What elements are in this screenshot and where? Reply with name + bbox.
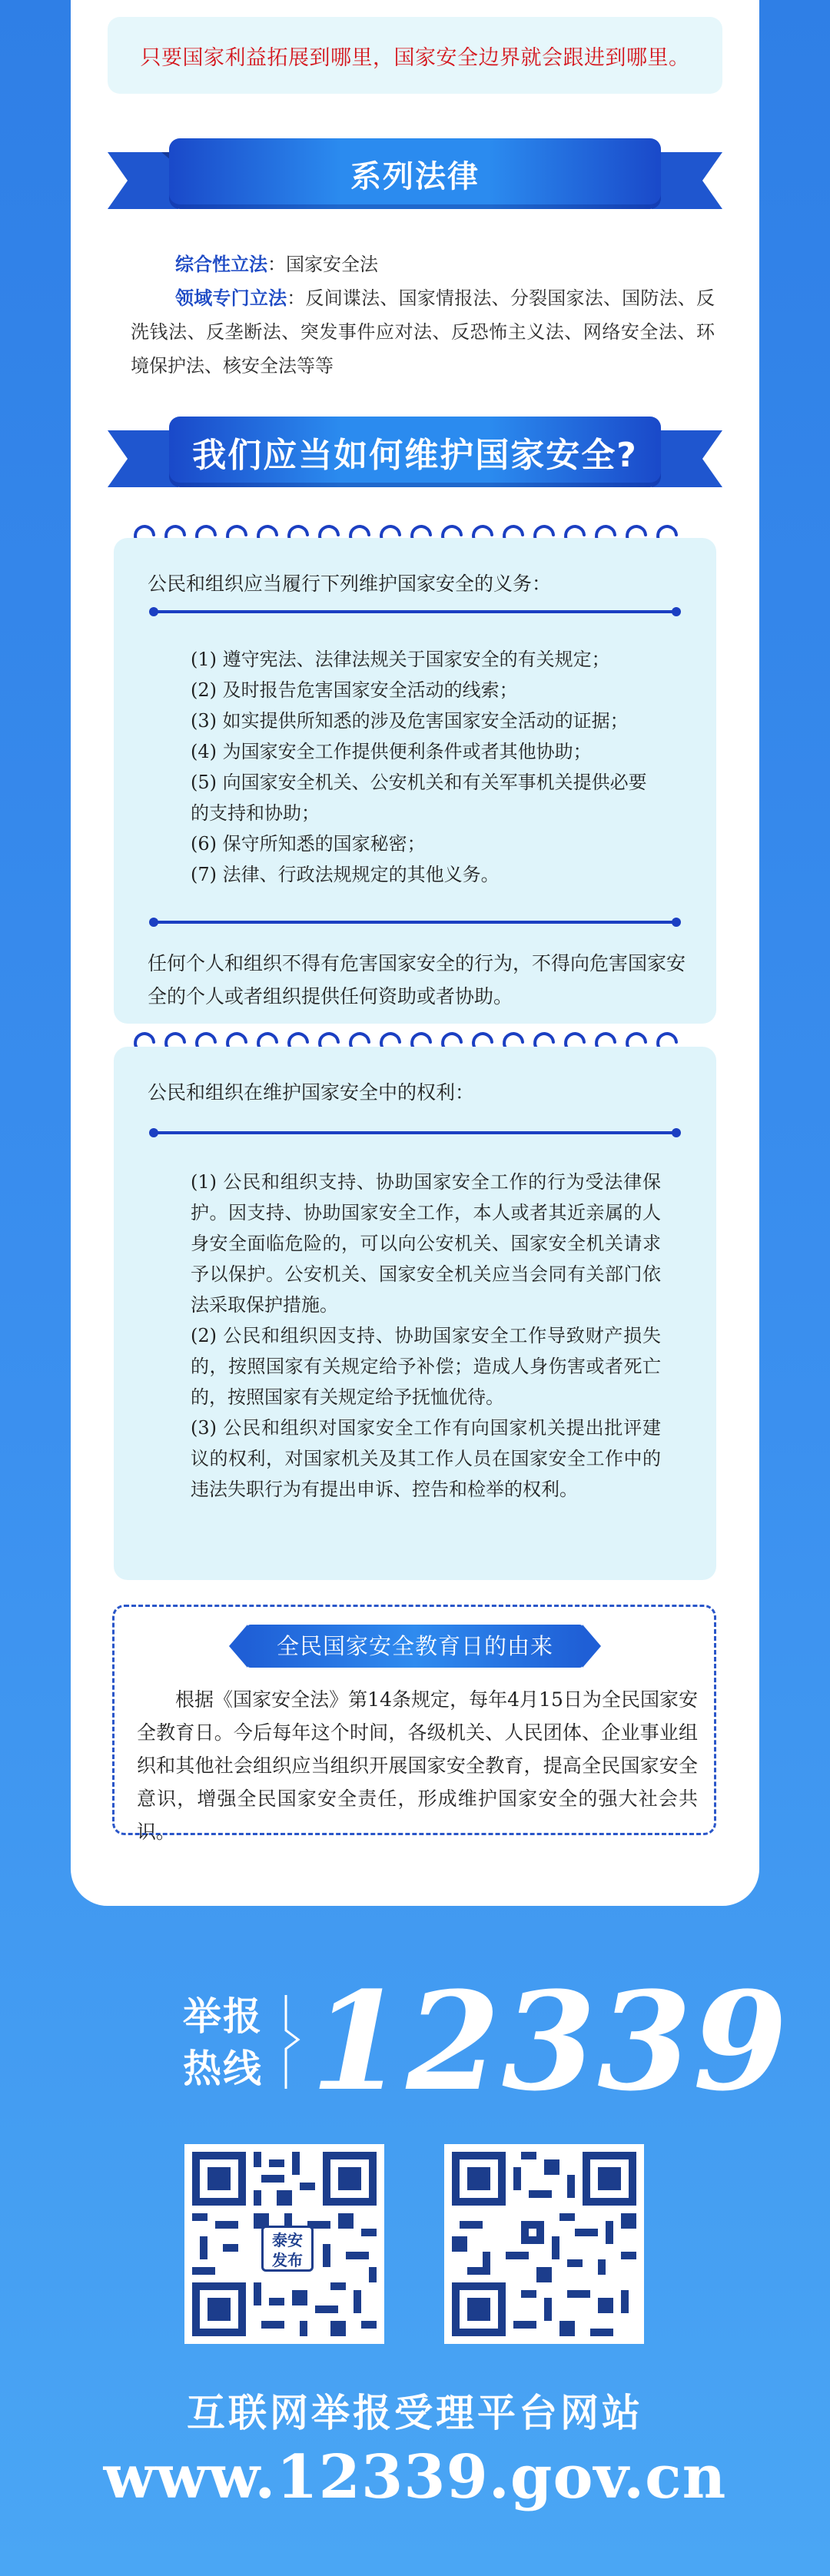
list-item: (7) 法律、行政法规规定的其他义务。: [191, 864, 500, 885]
origin-text: 根据《国家安全法》第14条规定，每年4月15日为全民国家安全教育日。今后每年这个时间，各级机关、人民团体、企业事业组织和其他社会组织应当组织开展国家安全教育，提高全民国家安全意识，增强全民国家安全责任，形成维护国家安全的强大社会共识。: [137, 1688, 698, 1843]
divider: [154, 1131, 676, 1134]
section-title-how: 我们应当如何维护国家安全?: [169, 417, 661, 487]
hotline-number[interactable]: 12339: [310, 1962, 789, 2121]
list-item: (1) 遵守宪法、法律法规关于国家安全的有关规定；: [191, 649, 610, 670]
list-item: (4) 为国家安全工作提供便利条件或者其他协助；: [191, 741, 592, 762]
laws-text: [131, 247, 715, 383]
comprehensive-label: 综合性立法: [175, 253, 267, 275]
list-item: (5) 向国家安全机关、公安机关和有关军事机关提供必要的支持和协助；: [191, 772, 647, 824]
bracket-icon: [281, 1992, 304, 2092]
platform-title: 互联网举报受理平台网站: [187, 2391, 643, 2435]
rights-heading: 公民和组织在维护国家安全中的权利：: [148, 1081, 475, 1104]
qr-code-icon: [444, 2144, 644, 2344]
list-item: (2) 及时报告危害国家安全活动的线索；: [191, 679, 518, 701]
duties-box: [114, 538, 716, 1024]
comprehensive-text: ：国家安全法: [267, 254, 378, 275]
origin-title: [203, 1625, 627, 1668]
hotline: [183, 1962, 789, 2121]
divider: [154, 921, 676, 924]
ribbon-tail-right: [652, 430, 722, 487]
list-item: (2) 公民和组织因支持、协助国家安全工作导致财产损失的，按照国家有关规定给予补偿；造成人身伤害或者死亡的，按照国家有关规定给予抚恤优待。: [191, 1325, 661, 1408]
list-item: (6) 保守所知悉的国家秘密；: [191, 833, 426, 855]
section-title-laws: 系列法律: [169, 138, 661, 209]
rights-box: [114, 1047, 716, 1580]
origin-title-text: 全民国家安全教育日的由来: [246, 1625, 584, 1668]
ribbon-tail-left: [108, 430, 178, 487]
laws-comprehensive: [131, 247, 715, 281]
seal-logo: 泰安 发布: [261, 2226, 314, 2272]
section-ribbon-how: [108, 407, 722, 507]
ribbon-tail-right: [652, 152, 722, 209]
slogan-text: 只要国家利益拓展到哪里，国家安全边界就会跟进到哪里。: [140, 45, 690, 70]
hotline-label-1: 举报: [183, 1994, 263, 2039]
list-item: (3) 公民和组织对国家安全工作有向国家机关提出批评建议的权利，对国家机关及其工作人员在国家安全工作中的违法失职行为有提出申诉、控告和检举的权利。: [191, 1417, 661, 1500]
rights-list: [191, 1167, 661, 1505]
laws-domain: [131, 281, 715, 383]
domain-text: ：反间谍法、国家情报法、分裂国家法、国防法、反洗钱法、反垄断法、突发事件应对法、反恐怖主义法、网络安全法、环境保护法、核安全法等等: [131, 287, 715, 377]
slogan-banner: [108, 17, 722, 94]
duties-note: 任何个人和组织不得有危害国家安全的行为，不得向危害国家安全的个人或者组织提供任何资助或者协助。: [148, 952, 686, 1007]
divider: [154, 610, 676, 613]
list-item: (1) 公民和组织支持、协助国家安全工作的行为受法律保护。因支持、协助国家安全工作，本人或者其近亲属的人身安全面临危险的，可以向公安机关、国家安全机关请求予以保护。公安机关、国家安全机关应当会同有关部门依法采取保护措施。: [191, 1171, 661, 1316]
qr-code-right[interactable]: [444, 2144, 644, 2344]
section-ribbon-laws: [108, 129, 722, 229]
ribbon-tail-left: [108, 152, 178, 209]
platform-url-link[interactable]: www.12339.gov.cn: [103, 2442, 727, 2512]
list-item: (3) 如实提供所知悉的涉及危害国家安全活动的证据；: [191, 710, 629, 732]
hotline-label-2: 热线: [183, 2047, 263, 2091]
qr-code-left[interactable]: [184, 2144, 384, 2344]
duties-list: [191, 644, 652, 890]
duties-heading: 公民和组织应当履行下列维护国家安全的义务：: [148, 573, 552, 595]
domain-label: 领域专门立法: [175, 287, 287, 309]
